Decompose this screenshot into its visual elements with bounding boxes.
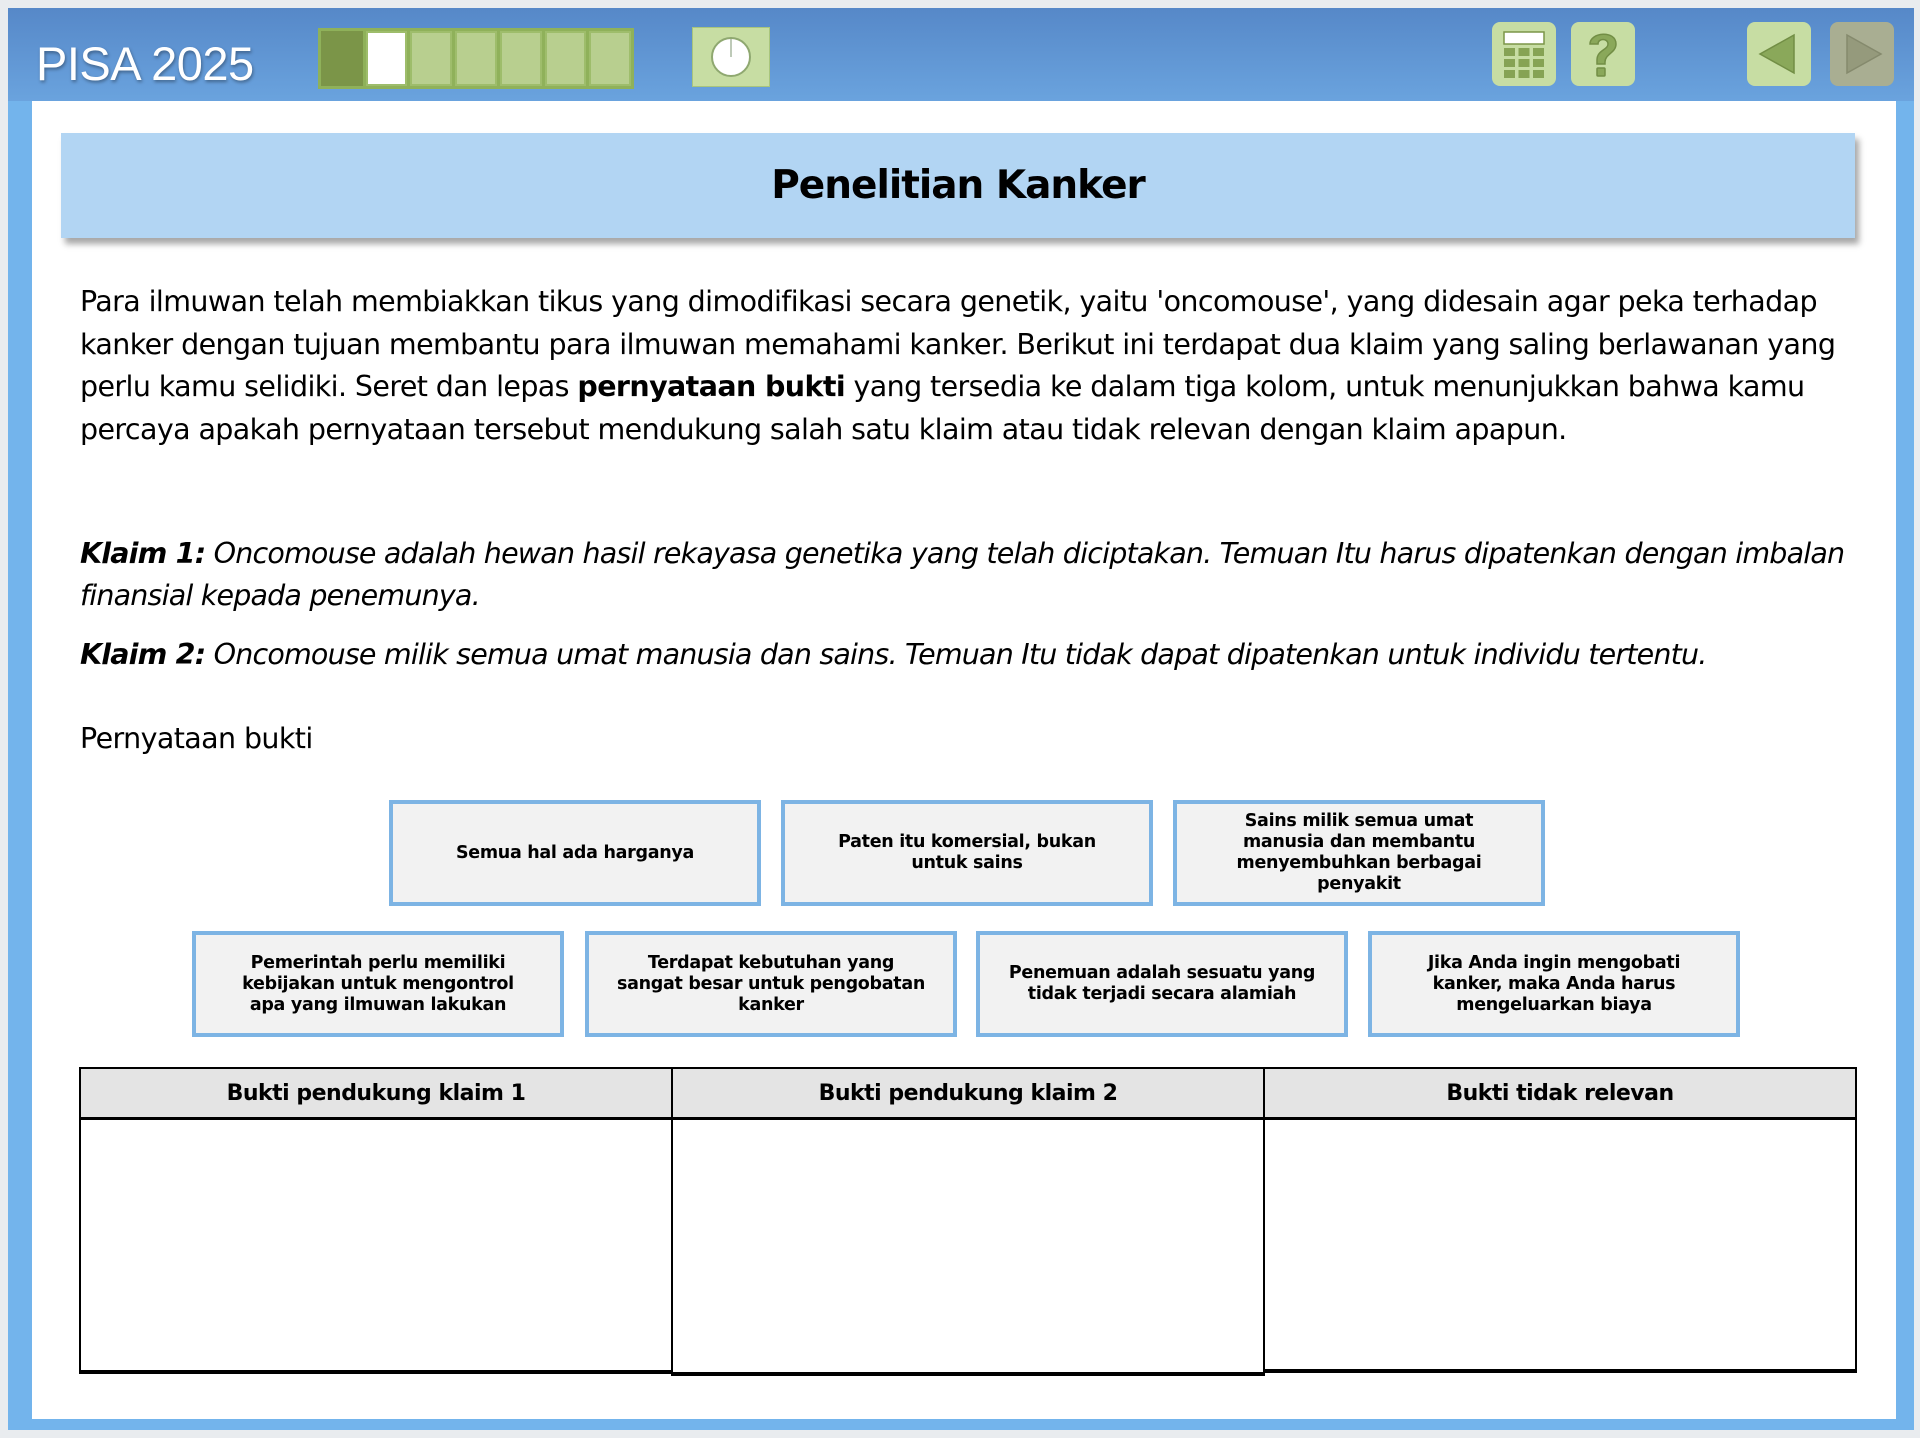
instructions-text bbox=[80, 281, 1840, 451]
progress-segment bbox=[500, 31, 542, 86]
instructions-bold-term: pernyataan bukti bbox=[577, 370, 846, 403]
claim-2 bbox=[80, 634, 1870, 676]
drop-column-irrelevant bbox=[1263, 1067, 1857, 1373]
claim-1 bbox=[80, 533, 1870, 617]
progress-segment-current bbox=[366, 31, 408, 86]
instructions-part: Para ilmuwan telah membiakkan tikus yang dimodifikasi secara genetik, yaitu 'oncomouse', yang didesain agar peka terhadap kanker dengan tujuan membantu para ilmuwan memahami kanker. Berikut ini terdapat dua klaim yang saling berlawanan yang perlu kamu selidiki. Seret dan lepas bbox=[80, 285, 1836, 403]
page-title: Penelitian Kanker bbox=[771, 163, 1145, 208]
unit-progress-bar bbox=[318, 28, 634, 89]
claim-1-label: Klaim 1: bbox=[80, 537, 206, 570]
drop-column-claim-1 bbox=[79, 1067, 673, 1374]
progress-segment bbox=[589, 31, 631, 86]
calculator-button[interactable] bbox=[1492, 22, 1556, 86]
progress-segment bbox=[455, 31, 497, 86]
instructions-part: yang tersedia ke dalam tiga kolom, untuk menunjukkan bahwa kamu percaya apakah pernyataan tersebut mendukung salah satu klaim atau tidak relevan dengan klaim apapun. bbox=[80, 370, 1805, 446]
evidence-section-label: Pernyataan bukti bbox=[80, 722, 313, 755]
calculator-icon bbox=[1496, 26, 1552, 82]
drop-column-claim-2 bbox=[671, 1067, 1265, 1376]
next-arrow-icon bbox=[1837, 29, 1887, 79]
evidence-card[interactable]: Jika Anda ingin mengobati kanker, maka Anda harus mengeluarkan biaya bbox=[1368, 931, 1740, 1037]
drop-zone-irrelevant[interactable] bbox=[1265, 1120, 1855, 1369]
evidence-card[interactable]: Penemuan adalah sesuatu yang tidak terjadi secara alamiah bbox=[976, 931, 1348, 1037]
evidence-card[interactable]: Semua hal ada harganya bbox=[389, 800, 761, 906]
help-icon bbox=[1578, 26, 1628, 82]
drop-zone-claim-1[interactable] bbox=[81, 1120, 671, 1370]
column-header: Bukti tidak relevan bbox=[1265, 1069, 1855, 1120]
unit-title-banner bbox=[61, 133, 1855, 238]
progress-segment bbox=[545, 31, 587, 86]
claim-1-text: Oncomouse adalah hewan hasil rekayasa genetika yang telah diciptakan. Temuan Itu harus dipatenkan dengan imbalan finansial kepada penemunya. bbox=[80, 537, 1845, 612]
drop-zone-claim-2[interactable] bbox=[673, 1120, 1263, 1372]
progress-segment-completed bbox=[321, 31, 363, 86]
evidence-drop-table bbox=[79, 1067, 1857, 1374]
brand-logo: PISA 2025 bbox=[36, 37, 254, 90]
timer-clock-icon bbox=[709, 35, 753, 79]
timer-button[interactable] bbox=[692, 27, 770, 87]
claim-2-text: Oncomouse milik semua umat manusia dan sains. Temuan Itu tidak dapat dipatenkan untuk individu tertentu. bbox=[205, 638, 1707, 671]
evidence-card[interactable]: Sains milik semua umat manusia dan membantu menyembuhkan berbagai penyakit bbox=[1173, 800, 1545, 906]
evidence-card[interactable]: Paten itu komersial, bukan untuk sains bbox=[781, 800, 1153, 906]
back-button[interactable] bbox=[1747, 22, 1811, 86]
help-button[interactable] bbox=[1571, 22, 1635, 86]
progress-segment bbox=[410, 31, 452, 86]
evidence-card[interactable]: Pemerintah perlu memiliki kebijakan untuk mengontrol apa yang ilmuwan lakukan bbox=[192, 931, 564, 1037]
column-header: Bukti pendukung klaim 1 bbox=[81, 1069, 671, 1120]
back-arrow-icon bbox=[1754, 29, 1804, 79]
column-header: Bukti pendukung klaim 2 bbox=[673, 1069, 1263, 1120]
claim-2-label: Klaim 2: bbox=[80, 638, 206, 671]
evidence-card[interactable]: Terdapat kebutuhan yang sangat besar untuk pengobatan kanker bbox=[585, 931, 957, 1037]
next-button[interactable] bbox=[1830, 22, 1894, 86]
